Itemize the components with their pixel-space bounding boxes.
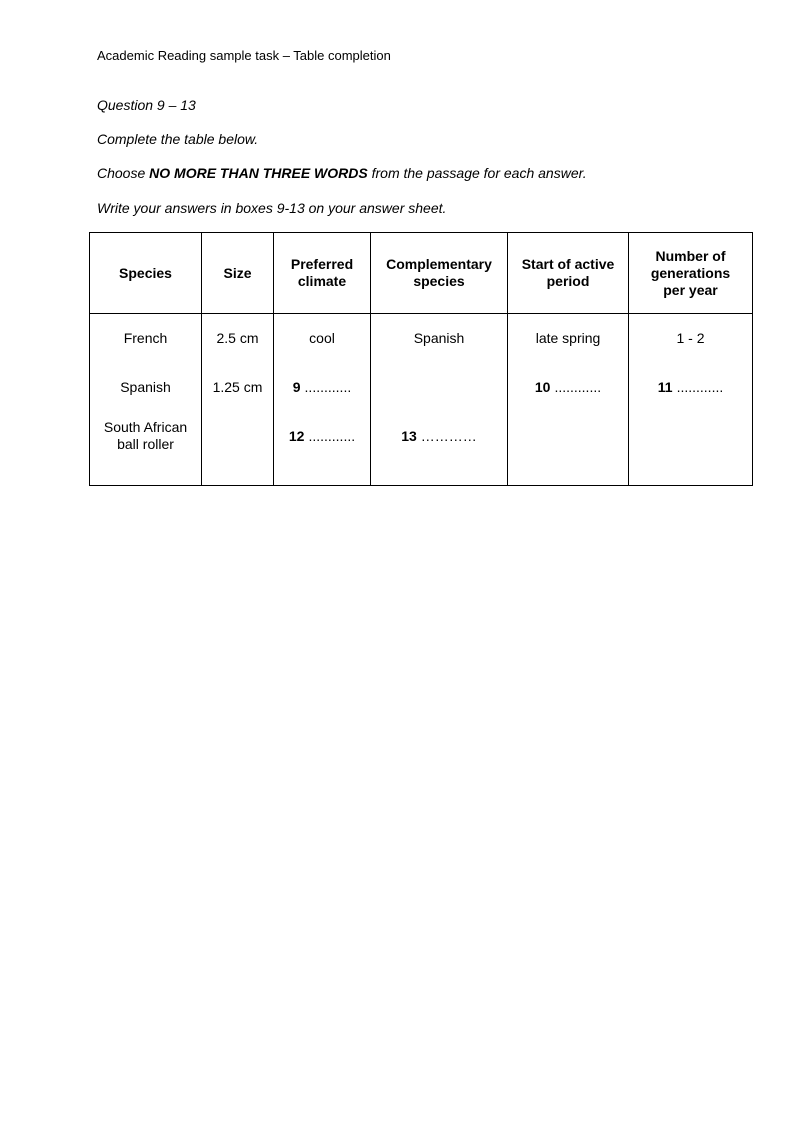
size-french: 2.5 cm (216, 330, 259, 346)
instruction-word-limit-post: from the passage for each answer. (367, 165, 587, 181)
generations-column-cell (629, 314, 753, 486)
species-column-cell (90, 314, 202, 486)
generations-south-african (633, 428, 748, 477)
header-complementary-species-label: Complementary species (386, 256, 492, 289)
size-spanish: 1.25 cm (212, 379, 263, 395)
answer-13-blank[interactable]: ………… (420, 428, 477, 444)
header-start-active-period (508, 233, 629, 314)
complementary-column-cell (371, 314, 508, 486)
climate-south-african-answer-12 (278, 428, 366, 477)
answer-12-number: 12 (288, 428, 305, 444)
question-title: Question 9 – 13 (97, 97, 196, 113)
climate-column-cell (274, 314, 371, 486)
header-species: Species (90, 233, 202, 314)
size-column-cell (202, 314, 274, 486)
size-south-african (206, 428, 269, 477)
complementary-spanish (375, 379, 503, 428)
instruction-complete-table: Complete the table below. (97, 131, 259, 147)
header-generations-per-year (629, 233, 753, 314)
generations-french: 1 - 2 (676, 330, 705, 346)
climate-french: cool (309, 330, 335, 346)
answer-10-blank[interactable]: ............ (554, 379, 602, 395)
start-spanish-answer-10 (512, 379, 624, 428)
table-body-row (90, 314, 753, 486)
instruction-word-limit (97, 165, 587, 181)
answer-9-number: 9 (292, 379, 301, 395)
generations-spanish-answer-11 (633, 379, 748, 428)
instruction-answer-sheet: Write your answers in boxes 9-13 on your answer sheet. (97, 200, 447, 216)
complementary-south-african-answer-13 (375, 428, 503, 477)
answer-10-number: 10 (534, 379, 551, 395)
answer-11-blank[interactable]: ............ (676, 379, 724, 395)
header-generations-per-year-label: Number of generations per year (650, 247, 731, 298)
instruction-word-limit-bold: NO MORE THAN THREE WORDS (149, 165, 368, 181)
answer-12-blank[interactable]: ............ (308, 428, 356, 444)
answer-table (89, 232, 753, 486)
header-preferred-climate-label: Preferred climate (290, 256, 354, 289)
header-complementary-species (371, 233, 508, 314)
start-period-column-cell (508, 314, 629, 486)
complementary-french: Spanish (413, 330, 465, 346)
species-south-african-ball-roller: South African ball roller (103, 419, 188, 452)
header-start-active-period-label: Start of active period (521, 256, 615, 289)
species-spanish: Spanish (120, 379, 171, 395)
table-header-row (90, 233, 753, 314)
instruction-word-limit-pre: Choose (97, 165, 150, 181)
start-south-african (512, 428, 624, 477)
header-preferred-climate (274, 233, 371, 314)
answer-13-number: 13 (401, 428, 417, 444)
answer-11-number: 11 (657, 379, 673, 395)
answer-9-blank[interactable]: ............ (304, 379, 352, 395)
start-french: late spring (535, 330, 601, 346)
header-size: Size (202, 233, 274, 314)
species-french: French (123, 330, 168, 346)
climate-spanish-answer-9 (278, 379, 366, 428)
page-header: Academic Reading sample task – Table completion (97, 48, 391, 63)
